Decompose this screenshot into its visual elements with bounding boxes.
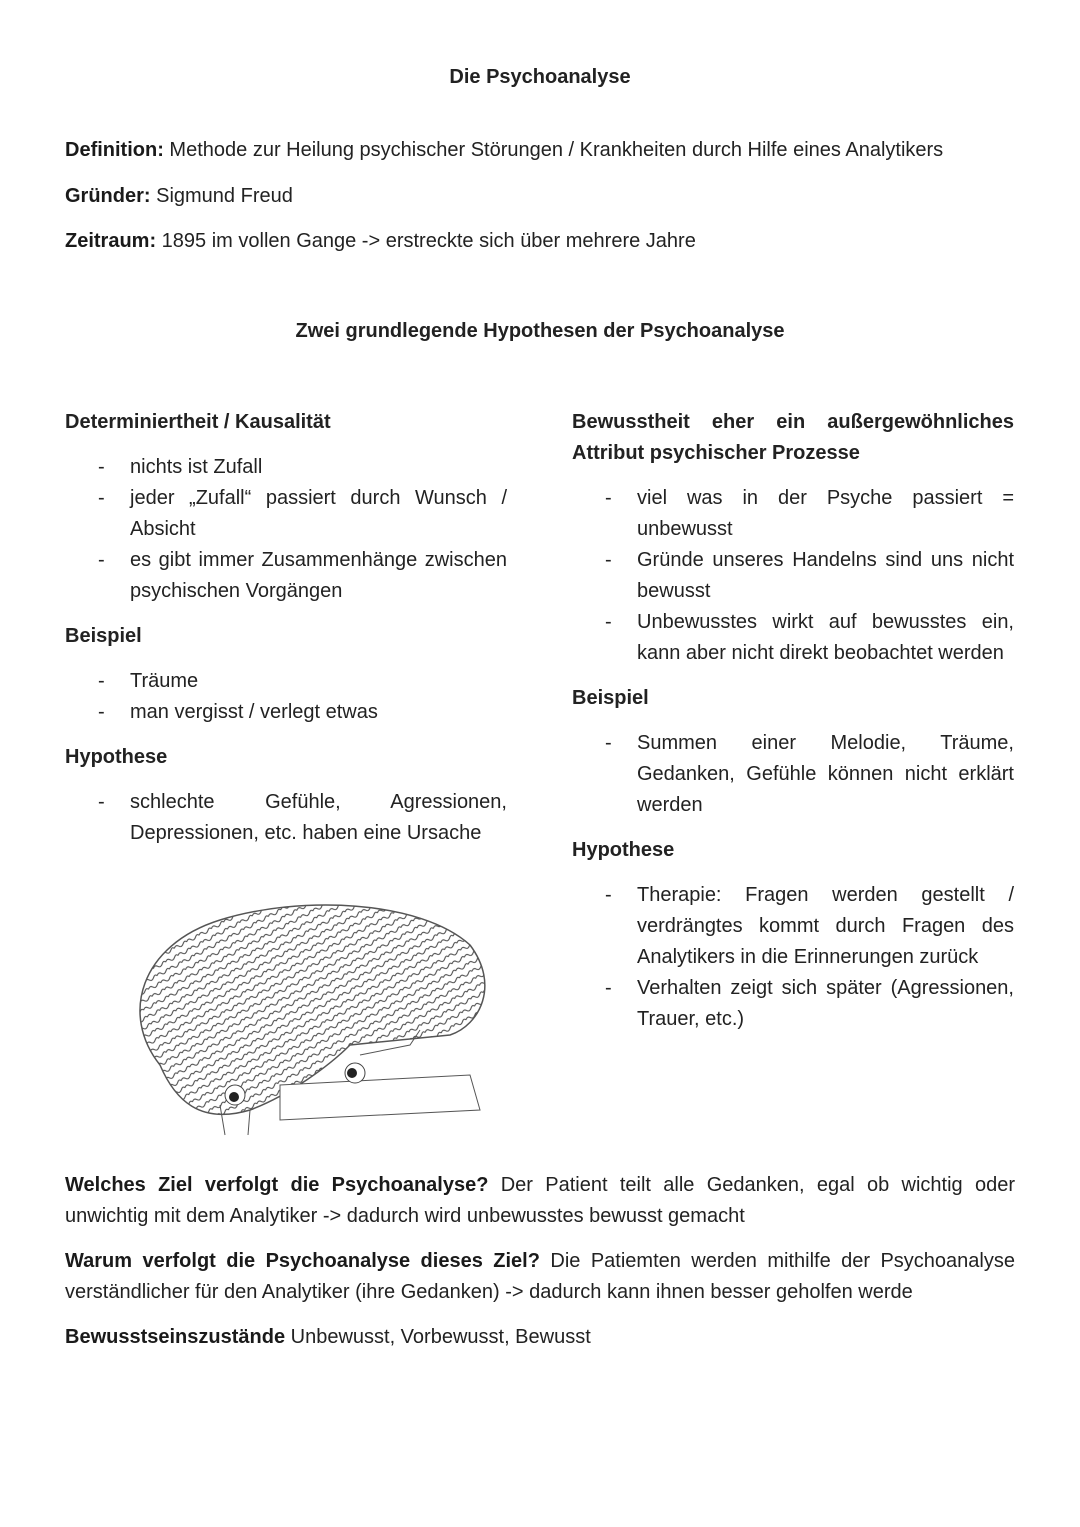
right-examples	[572, 728, 1014, 821]
list-item: - Gründe unseres Handelns sind uns nicht bewusst	[572, 545, 1014, 607]
list-item: - Träume	[65, 666, 507, 697]
right-example-heading: Beispiel	[572, 687, 649, 709]
founder-label: Gründer:	[65, 185, 151, 207]
question-reason-answer: Die Patiemten werden mithilfe der Psychoanalyse verständlicher für den Analytiker (ihre Gedanken) -> dadurch kann ihnen besser geholfen werde	[65, 1250, 1015, 1303]
list-item: - Verhalten zeigt sich später (Agressionen, Trauer, etc.)	[572, 973, 1014, 1035]
right-items	[572, 483, 1014, 669]
consciousness-states-text: Unbewusst, Vorbewusst, Bewusst	[285, 1326, 591, 1348]
question-goal-label: Welches Ziel verfolgt die Psychoanalyse?	[65, 1174, 489, 1196]
period-label: Zeitraum:	[65, 230, 157, 252]
question-goal	[65, 1170, 1015, 1232]
list-item: - Therapie: Fragen werden gestellt / verdrängtes kommt durch Fragen des Analytikers in die Erinnerungen zurück	[572, 880, 1014, 973]
left-column	[65, 407, 507, 863]
list-item: - schlechte Gefühle, Agressionen, Depressionen, etc. haben eine Ursache	[65, 787, 507, 849]
period-text: 1895 im vollen Gange -> erstreckte sich über mehrere Jahre	[156, 230, 696, 252]
consciousness-states	[65, 1322, 1015, 1353]
list-item: - es gibt immer Zusammenhänge zwischen psychischen Vorgängen	[65, 545, 507, 607]
period-line	[65, 230, 1015, 253]
right-heading: Bewusstheit eher ein außergewöhnliches Attribut psychischer Prozesse	[572, 411, 1014, 464]
definition-label: Definition:	[65, 139, 164, 161]
list-item: - nichts ist Zufall	[65, 452, 507, 483]
left-heading: Determiniertheit / Kausalität	[65, 411, 331, 433]
left-hypotheses	[65, 787, 507, 849]
consciousness-states-label: Bewusstseinszustände	[65, 1326, 286, 1348]
list-item: - Unbewusstes wirkt auf bewusstes ein, kann aber nicht direkt beobachtet werden	[572, 607, 1014, 669]
founder-text: Sigmund Freud	[150, 185, 293, 207]
right-hypotheses	[572, 880, 1014, 1035]
document-title: Die Psychoanalyse	[449, 66, 631, 88]
founder-line	[65, 185, 1015, 208]
left-example-heading: Beispiel	[65, 625, 142, 647]
definition-text: Methode zur Heilung psychischer Störungen / Krankheiten durch Hilfe eines Analytikers	[163, 139, 944, 161]
section-subtitle: Zwei grundlegende Hypothesen der Psychoanalyse	[295, 320, 785, 342]
right-column	[572, 407, 1014, 1049]
definition-line	[65, 139, 1015, 162]
question-reason	[65, 1246, 1015, 1308]
list-item: - man vergisst / verlegt etwas	[65, 697, 507, 728]
question-goal-answer: Der Patient teilt alle Gedanken, egal ob wichtig oder unwichtig mit dem Analytiker -> dadurch wird unbewusstes bewusst gemacht	[65, 1174, 1015, 1227]
left-hypothesis-heading: Hypothese	[65, 746, 168, 768]
psychoanalysis-illustration	[130, 895, 490, 1145]
left-items	[65, 452, 507, 607]
list-item: - viel was in der Psyche passiert = unbewusst	[572, 483, 1014, 545]
question-reason-label: Warum verfolgt die Psychoanalyse dieses Ziel?	[65, 1250, 540, 1272]
right-hypothesis-heading: Hypothese	[572, 839, 675, 861]
list-item: - jeder „Zufall“ passiert durch Wunsch / Absicht	[65, 483, 507, 545]
left-examples	[65, 666, 507, 728]
list-item: - Summen einer Melodie, Träume, Gedanken, Gefühle können nicht erklärt werden	[572, 728, 1014, 821]
